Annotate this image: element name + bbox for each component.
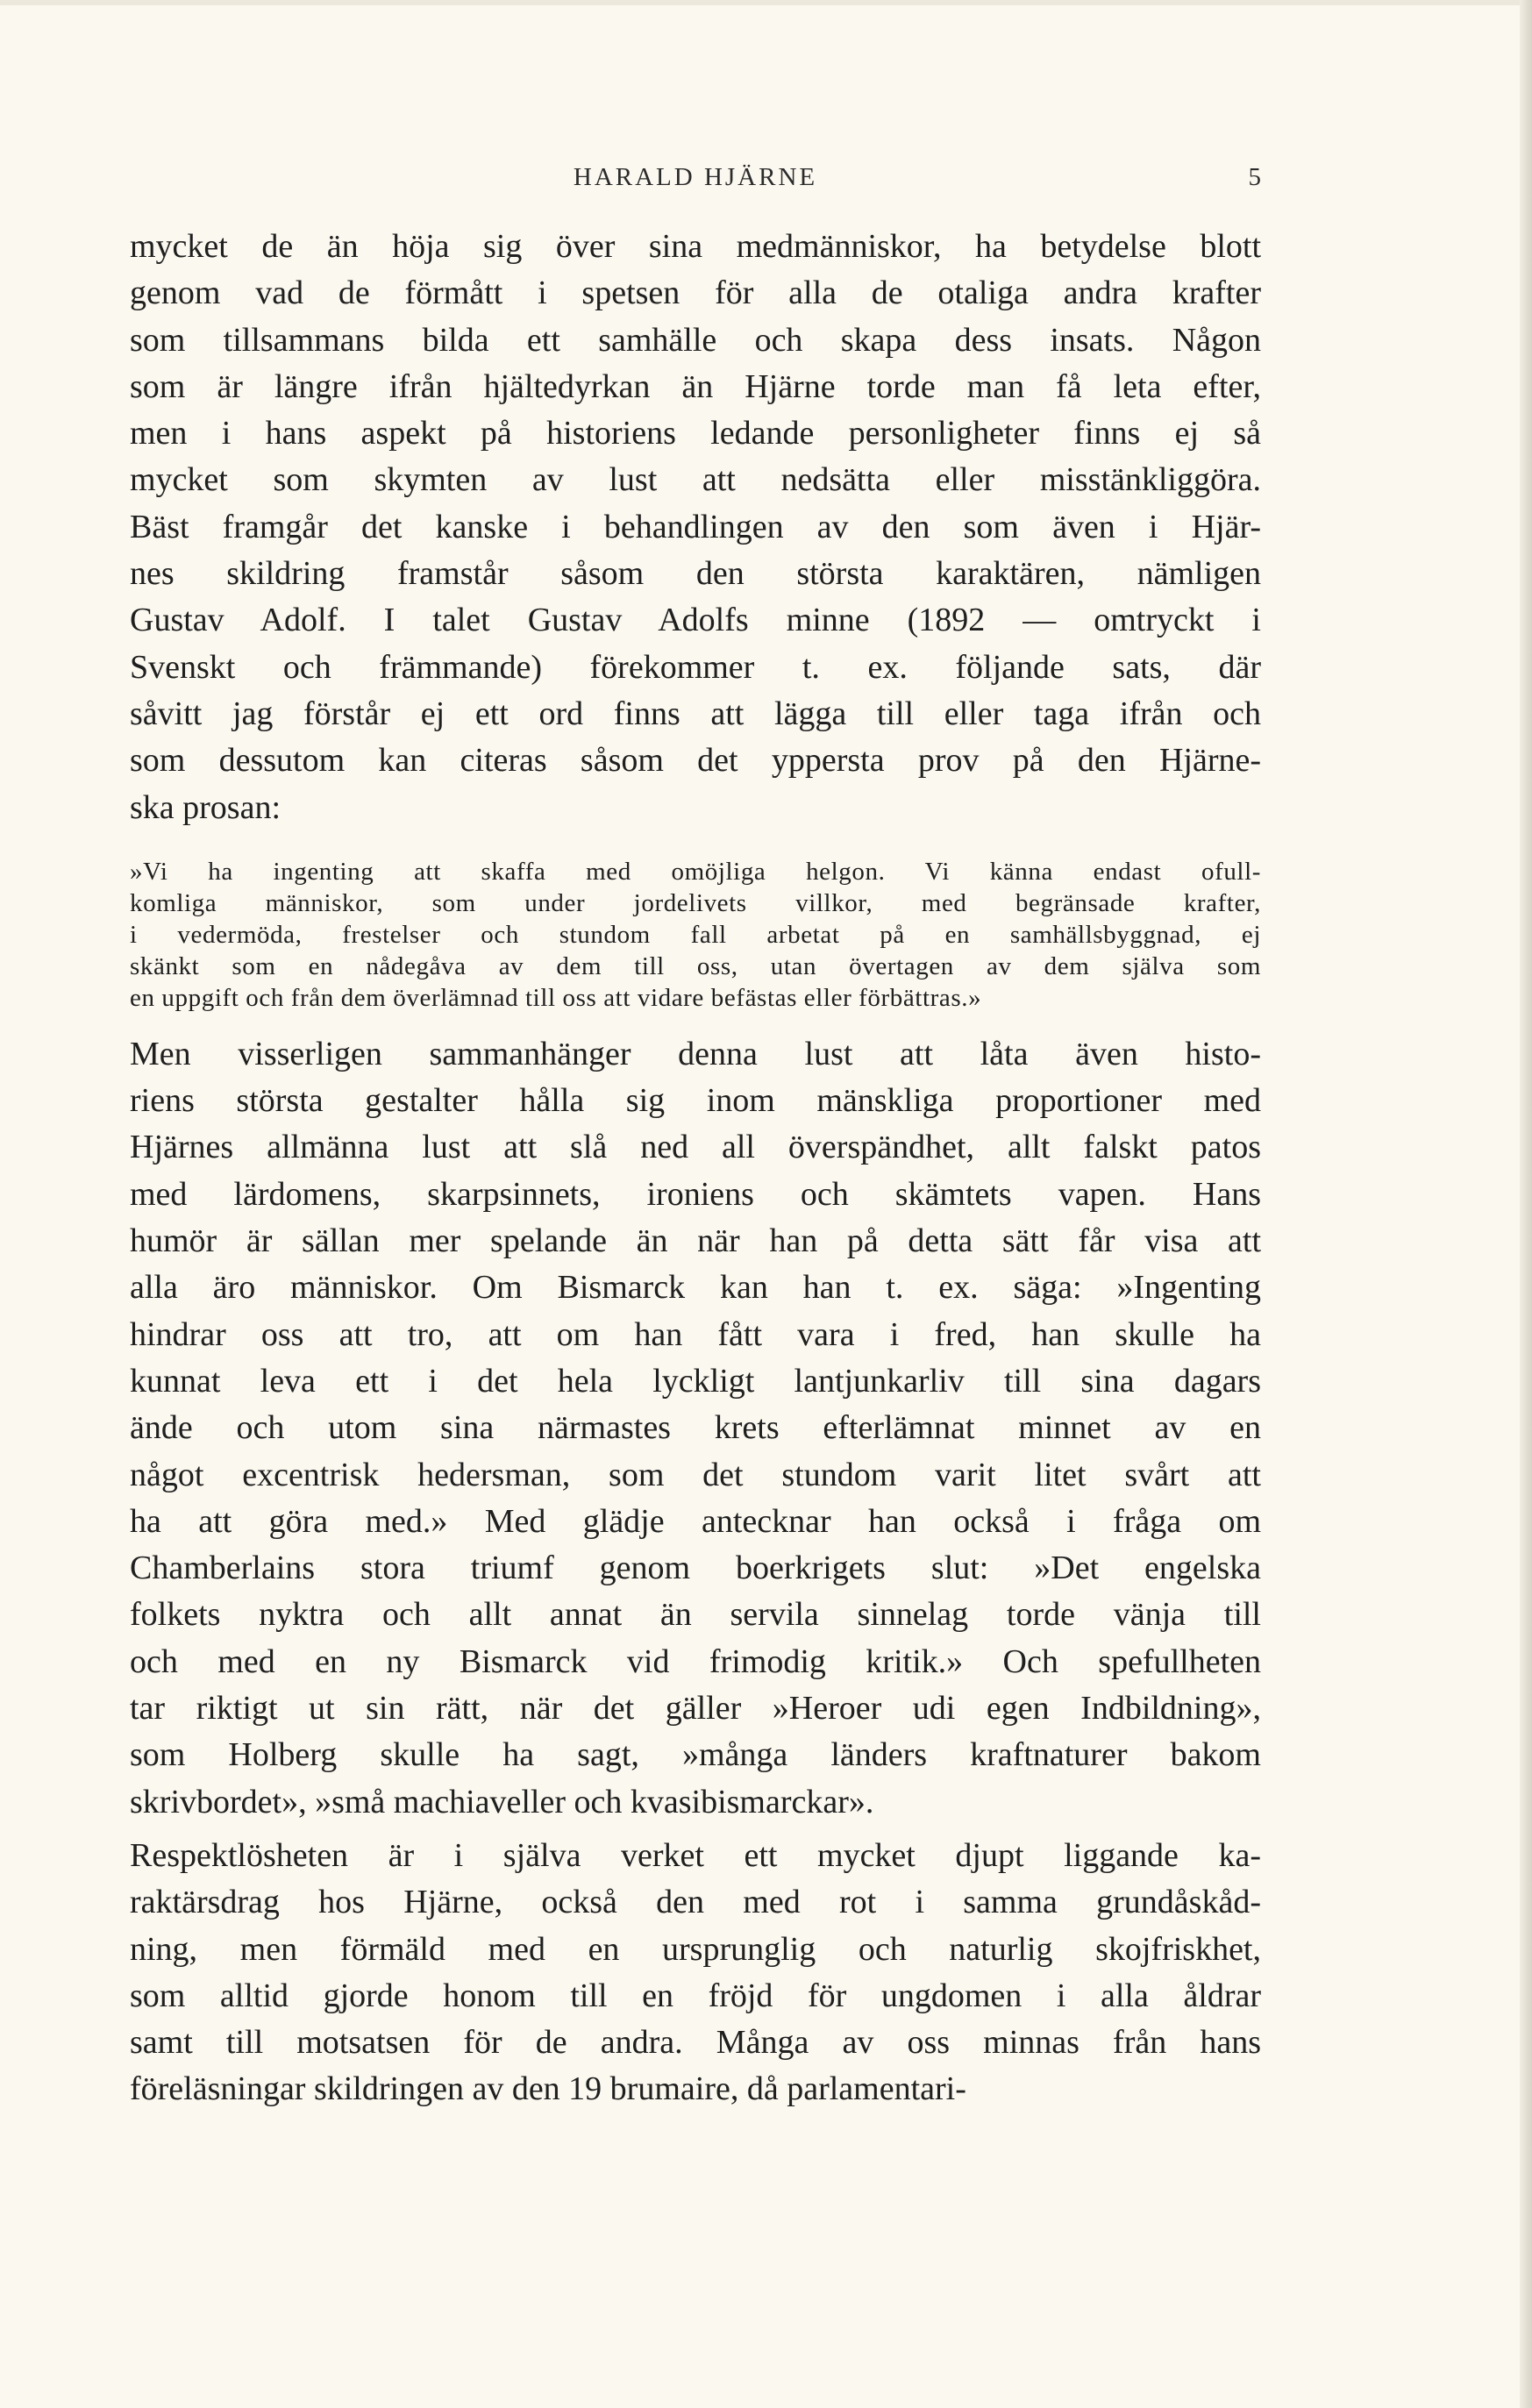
text-line: folkets nyktra och allt annat än servila sinnelag torde vänja till [130,1596,1261,1634]
text-line: hindrar oss att tro, att om han fått vara i fred, han skulle ha [130,1315,1261,1353]
text-line: Hjärnes allmänna lust att slå ned all överspändhet, allt falskt patos [130,1129,1261,1166]
body-text [130,224,1261,2113]
text-line: skrivbordet», »små machiaveller och kvasibismarckar». [130,1783,874,1820]
text-line: nes skildring framstår såsom den största karaktären, nämligen [130,555,1261,593]
text-line: ska prosan: [130,788,281,826]
paragraph [130,1833,1261,2113]
page-number: 5 [1248,163,1261,191]
text-line: som är längre ifrån hjältedyrkan än Hjärne torde man få leta efter, [130,367,1261,405]
text-line: alla äro människor. Om Bismarck kan han t. ex. säga: »Ingenting [130,1269,1261,1307]
text-line: samt till motsatsen för de andra. Många av oss minnas från hans [130,2024,1261,2062]
text-line: Gustav Adolf. I talet Gustav Adolfs minne (1892 — omtryckt i [130,602,1261,639]
text-line: Respektlösheten är i själva verket ett mycket djupt liggande ka- [130,1836,1261,1874]
text-line: mycket som skymten av lust att nedsätta eller misstänkliggöra. [130,461,1261,499]
text-line: Bäst framgår det kanske i behandlingen av den som även i Hjär- [130,508,1261,545]
text-line: som alltid gjorde honom till en fröjd för ungdomen i alla åldrar [130,1977,1261,2014]
text-line: skänkt som en nådegåva av dem till oss, utan övertagen av dem själva som [130,951,1261,980]
text-line: ände och utom sina närmastes krets efterlämnat minnet av en [130,1409,1261,1447]
text-line: med lärdomens, skarpsinnets, ironiens och skämtets vapen. Hans [130,1175,1261,1213]
text-line: som tillsammans bilda ett samhälle och skapa dess insats. Någon [130,321,1261,359]
text-line: genom vad de förmått i spetsen för alla de otaliga andra krafter [130,274,1261,312]
text-line: ning, men förmäld med en ursprunglig och naturlig skojfriskhet, [130,1930,1261,1968]
text-line: tar riktigt ut sin rätt, när det gäller »Heroer udi egen Indbildning», [130,1690,1261,1728]
page-top-edge [0,0,1532,5]
text-line: en uppgift och från dem överlämnad till oss att vidare befästas eller förbättras.» [130,983,982,1012]
text-line: kunnat leva ett i det hela lyckligt lantjunkarliv till sina dagars [130,1362,1261,1400]
page-right-edge [1520,0,1532,2408]
text-line: Svenskt och främmande) förekommer t. ex. följande sats, där [130,648,1261,686]
running-title: HARALD HJÄRNE [573,163,818,191]
text-line: men i hans aspekt på historiens ledande personligheter finns ej så [130,415,1261,452]
block-quote [130,856,1261,1014]
text-line: ha att göra med.» Med glädje antecknar han också i fråga om [130,1502,1261,1540]
paragraph [130,224,1261,831]
text-line: Chamberlains stora triumf genom boerkrigets slut: »Det engelska [130,1550,1261,1587]
text-line: komliga människor, som under jordelivets villkor, med begränsade krafter, [130,888,1261,917]
paragraph [130,1031,1261,1826]
text-line: mycket de än höja sig över sina medmänniskor, ha betydelse blott [130,228,1261,265]
paragraphs-after-quote [130,1031,1261,2113]
text-line: riens största gestalter hålla sig inom mänskliga proportioner med [130,1082,1261,1120]
text-line: raktärsdrag hos Hjärne, också den med rot i samma grundåskåd- [130,1884,1261,1921]
text-line: något excentrisk hedersman, som det stundom varit litet svårt att [130,1456,1261,1493]
text-line: och med en ny Bismarck vid frimodig kritik.» Och spefullheten [130,1642,1261,1680]
text-line: Men visserligen sammanhänger denna lust att låta även histo- [130,1035,1261,1072]
text-line: såvitt jag förstår ej ett ord finns att lägga till eller taga ifrån och [130,695,1261,732]
text-line: i vedermöda, frestelser och stundom fall arbetat på en samhällsbyggnad, ej [130,920,1261,949]
text-line: föreläsningar skildringen av den 19 brumaire, då parlamentari- [130,2070,966,2108]
page-header [130,163,1261,198]
text-line: som Holberg skulle ha sagt, »många länders kraftnaturer bakom [130,1736,1261,1774]
text-line: »Vi ha ingenting att skaffa med omöjliga helgon. Vi känna endast ofull- [130,857,1261,886]
text-line: humör är sällan mer spelande än när han på detta sätt får visa att [130,1222,1261,1260]
text-line: som dessutom kan citeras såsom det yppersta prov på den Hjärne- [130,742,1261,780]
